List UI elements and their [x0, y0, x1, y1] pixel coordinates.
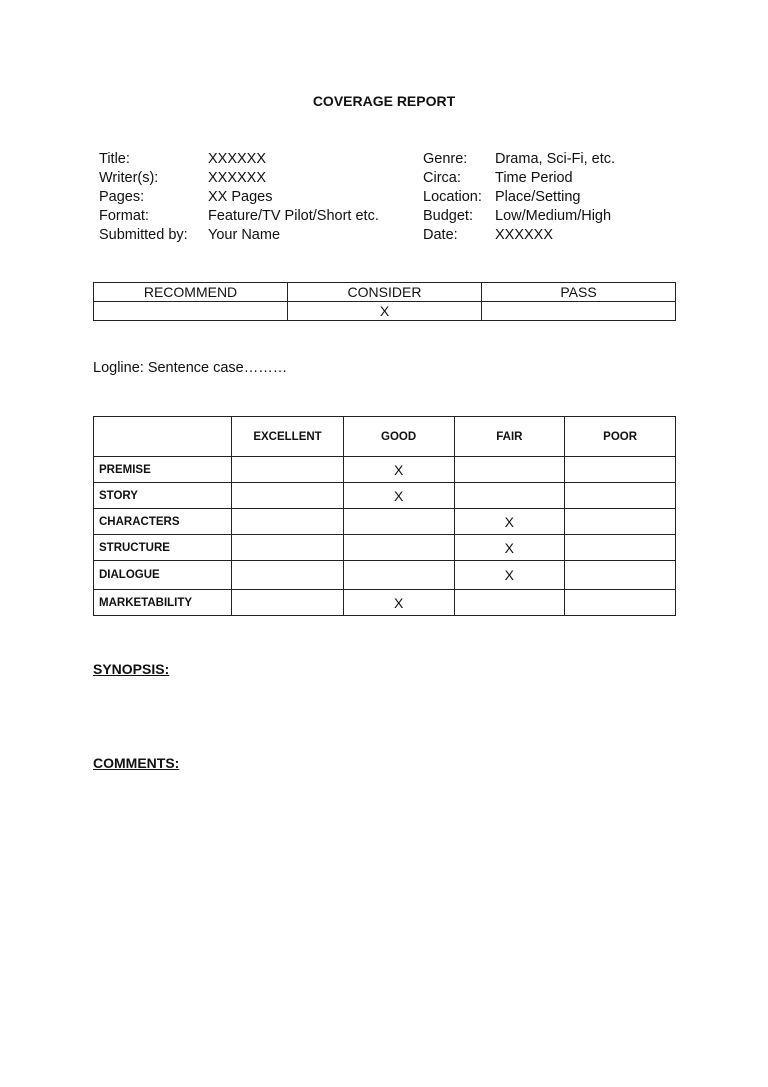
info-row-genre [423, 150, 615, 169]
info-label: Circa: [423, 170, 461, 186]
info-row-title [99, 150, 379, 169]
info-value: XXXXXX [495, 227, 554, 243]
info-row-circa [423, 169, 615, 188]
info-row-format [99, 207, 379, 226]
info-label: Writer(s): [99, 170, 159, 186]
rating-mark: X [454, 509, 565, 535]
rating-mark [565, 590, 676, 616]
rating-table [93, 416, 676, 616]
header-good: GOOD [343, 417, 454, 457]
info-row-pages [99, 188, 379, 207]
rating-row-characters [94, 509, 676, 535]
synopsis-heading: SYNOPSIS: [93, 661, 170, 677]
info-row-date [423, 226, 615, 245]
rating-mark [232, 561, 343, 590]
rating-mark: X [343, 483, 454, 509]
mark-recommend [94, 302, 288, 321]
info-value: Feature/TV Pilot/Short etc. [208, 208, 379, 224]
rating-mark [232, 590, 343, 616]
info-right [423, 150, 615, 245]
rating-mark [232, 457, 343, 483]
header-recommend: RECOMMEND [94, 283, 288, 302]
comments-heading: COMMENTS: [93, 755, 180, 771]
rating-category: MARKETABILITY [94, 590, 232, 616]
info-value: XXXXXX [208, 170, 267, 186]
rating-category: CHARACTERS [94, 509, 232, 535]
rating-row-premise [94, 457, 676, 483]
rating-mark [565, 561, 676, 590]
rating-mark [343, 561, 454, 590]
rating-row-story [94, 483, 676, 509]
rating-mark [565, 457, 676, 483]
page-title: COVERAGE REPORT [312, 93, 456, 109]
header-fair: FAIR [454, 417, 565, 457]
rating-category: STORY [94, 483, 232, 509]
rating-mark [232, 509, 343, 535]
header-category [94, 417, 232, 457]
info-row-budget [423, 207, 615, 226]
info-value: Low/Medium/High [495, 208, 612, 224]
rating-mark: X [343, 457, 454, 483]
info-label: Title: [99, 151, 130, 167]
info-label: Format: [99, 208, 149, 224]
info-row-location [423, 188, 615, 207]
rating-mark [454, 590, 565, 616]
rating-header-row [94, 417, 676, 457]
rating-mark [232, 483, 343, 509]
info-label: Pages: [99, 189, 145, 205]
info-value: Drama, Sci-Fi, etc. [495, 151, 616, 167]
rating-mark [565, 509, 676, 535]
rating-category: PREMISE [94, 457, 232, 483]
info-row-submitted-by [99, 226, 379, 245]
info-value: XX Pages [208, 189, 273, 205]
recommendation-mark-row [94, 302, 676, 321]
header-pass: PASS [482, 283, 676, 302]
recommendation-table [93, 282, 676, 321]
info-value: Your Name [208, 227, 281, 243]
rating-mark [343, 509, 454, 535]
rating-category: STRUCTURE [94, 535, 232, 561]
mark-pass [482, 302, 676, 321]
info-value: Time Period [495, 170, 573, 186]
info-label: Budget: [423, 208, 473, 224]
recommendation-header-row [94, 283, 676, 302]
info-label: Submitted by: [99, 227, 188, 243]
info-left [99, 150, 379, 245]
rating-mark: X [343, 590, 454, 616]
rating-mark [343, 535, 454, 561]
rating-mark [565, 535, 676, 561]
info-label: Genre: [423, 151, 468, 167]
info-row-writers [99, 169, 379, 188]
rating-mark [232, 535, 343, 561]
logline: Logline: Sentence case……… [93, 360, 288, 376]
rating-mark: X [454, 535, 565, 561]
mark-consider: X [288, 302, 482, 321]
header-poor: POOR [565, 417, 676, 457]
header-consider: CONSIDER [288, 283, 482, 302]
info-value: Place/Setting [495, 189, 581, 205]
rating-mark [454, 483, 565, 509]
rating-row-marketability [94, 590, 676, 616]
rating-category: DIALOGUE [94, 561, 232, 590]
info-label: Date: [423, 227, 458, 243]
rating-row-structure [94, 535, 676, 561]
rating-mark [565, 483, 676, 509]
rating-row-dialogue [94, 561, 676, 590]
info-value: XXXXXX [208, 151, 267, 167]
info-label: Location: [423, 189, 482, 205]
rating-mark [454, 457, 565, 483]
rating-mark: X [454, 561, 565, 590]
header-excellent: EXCELLENT [232, 417, 343, 457]
